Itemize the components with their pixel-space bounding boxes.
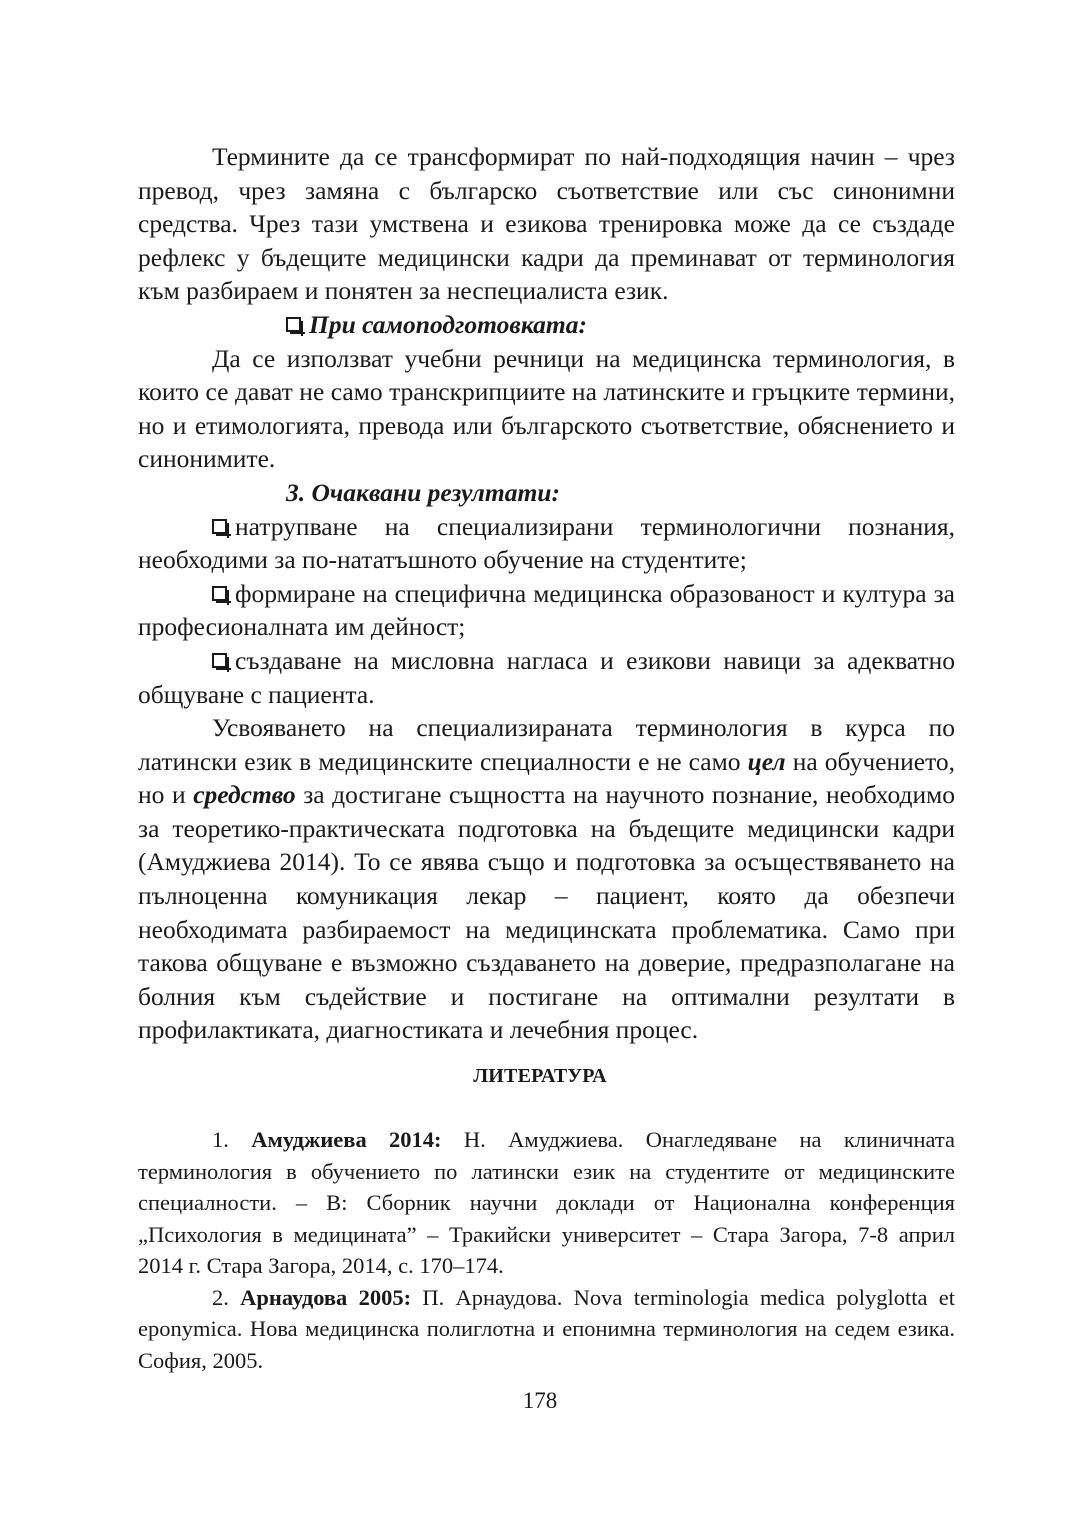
body-text — [138, 140, 955, 1047]
reference-text: Н. Амуджиева. Онагледяване на клиничната терминология в обучението по латински език на студентите от медицинските специалности. – В: Сборник научни доклади от Национална конференция „Психология в медицината” – Тракийски университет – Стара Загора, 7-8 април 2014 г. Стара Загора, 2014, с. 170–174. — [138, 1127, 955, 1278]
reference-author: Амуджиева 2014: — [251, 1127, 442, 1152]
reference-number: 1. — [212, 1127, 229, 1152]
paragraph-terminology-goal — [138, 711, 955, 1047]
heading-self-preparation-text: При самоподготовката: — [309, 309, 587, 339]
checkbox-square-icon — [212, 653, 227, 668]
literature-heading: ЛИТЕРАТУРА — [473, 1065, 607, 1087]
paragraph-terms-transform: Термините да се трансформират по най-подходящия начин – чрез превод, чрез замяна с българско съответствие или със синонимни средства. Чрез тази умствена и езикова тренировка може да се създаде рефлекс у бъдещите медицински кадри да преминават от терминология към разбираем и понятен за неспециалиста език. — [138, 142, 955, 306]
bullet-item — [138, 577, 955, 644]
reference-text: П. Арнаудова. Nova terminologia medica polyglotta et eponymica. Нова медицинска полиглотна и епонимна терминология на седем езика. София, 2005. — [138, 1284, 955, 1373]
text-segment: на обучението, но и — [138, 746, 956, 810]
text-segment: Усвояването на специализираната терминология в курса по латински език в медицинските специалности е не само — [138, 713, 955, 776]
bullet-text: създаване на мисловна нагласа и езикови навици за адекватно общуване с пациента. — [138, 645, 955, 709]
reference-number: 2. — [212, 1284, 229, 1310]
heading-self-preparation — [138, 308, 955, 342]
bullet-text: формиране на специфична медицинска образованост и култура за професионалната им дейност; — [138, 578, 955, 642]
checkbox-square-icon — [212, 519, 227, 534]
emphasis-means: средство — [193, 780, 296, 810]
reference-author: Арнаудова 2005: — [240, 1284, 412, 1310]
checkbox-square-icon — [212, 586, 227, 601]
reference-item — [138, 1124, 955, 1282]
paragraph-dictionaries: Да се използват учебни речници на медицинска терминология, в които се дават не само транскрипциите на латинските и гръцките термини, но и етимологията, превода или българското съответствие, обяснението и синонимите. — [138, 343, 955, 474]
emphasis-goal: цел — [747, 746, 786, 776]
checkbox-square-icon — [286, 317, 301, 332]
reference-item — [138, 1282, 955, 1377]
text-segment: за достигане същността на научното познание, необходимо за теоретико-практическата подготовка на бъдещите медицински кадри (Амуджиева 2014). То се явява също и подготовка за осъществяването на пълноценна комуникация лекар – пациент, която да обезпечи необходимата разбираемост на медицинската проблематика. Само при такова общуване е възможно създаването на доверие, предразполагане на болния към съдействие и постигане на оптимални резултати в профилактиката, диагностиката и лечебния процес. — [138, 780, 956, 1045]
bullet-item — [138, 644, 955, 711]
bullet-item — [138, 510, 955, 577]
heading-expected-results: 3. Очаквани резултати: — [286, 477, 560, 507]
page-number: 178 — [522, 1388, 558, 1413]
bullet-text: натрупване на специализирани терминологични познания, необходими за по-нататъшното обучение на студентите; — [138, 511, 955, 575]
reference-list — [138, 1124, 955, 1376]
